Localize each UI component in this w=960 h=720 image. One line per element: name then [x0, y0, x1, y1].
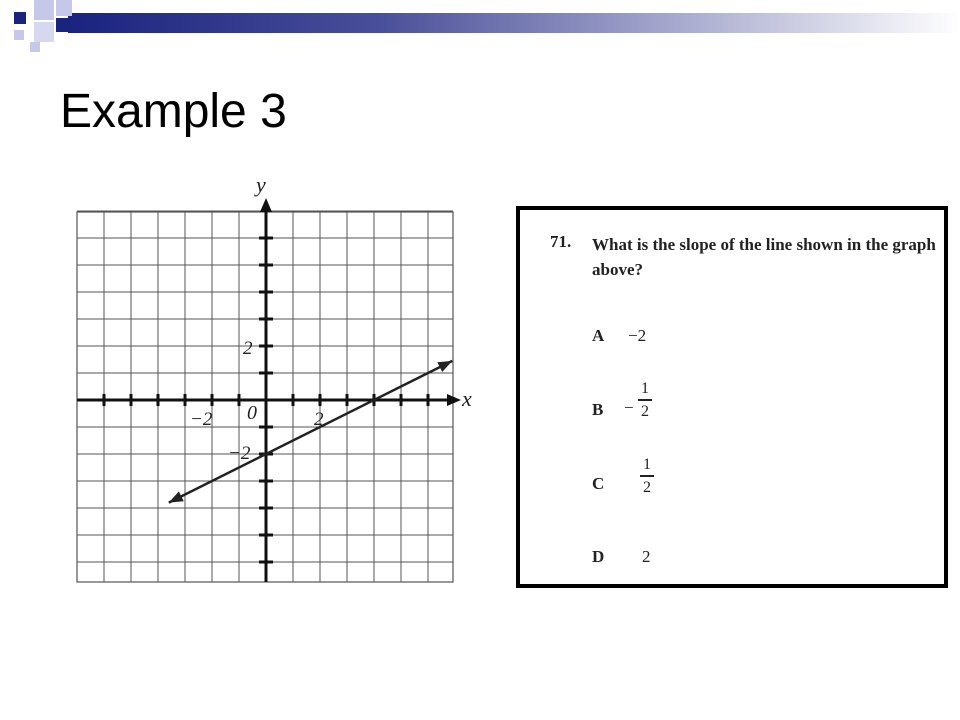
corner-square [34, 0, 54, 20]
option-b-sign: − [624, 398, 634, 417]
fraction-bar [638, 399, 652, 401]
top-accent-bar [68, 13, 960, 33]
corner-square [14, 12, 26, 24]
corner-square [56, 18, 70, 32]
fraction-denominator: 2 [643, 478, 651, 496]
corner-square [34, 22, 54, 42]
line-arrowhead [437, 361, 452, 372]
option-value-b [638, 380, 652, 421]
corner-square [30, 42, 40, 52]
axes [77, 198, 461, 582]
corner-square [56, 0, 72, 16]
slide-title: Example 3 [60, 85, 287, 138]
option-letter-b[interactable]: B [592, 400, 604, 419]
y-axis-arrow [260, 198, 272, 212]
y-tick-label-pos: 2 [243, 338, 253, 359]
x-tick-label-neg: −2 [190, 409, 213, 430]
slide-decoration [0, 0, 960, 60]
x-axis-label: x [462, 386, 472, 411]
question-stem: What is the slope of the line shown in the graph above? [592, 235, 936, 279]
fraction-bar [640, 475, 654, 477]
question-number: 71. [550, 232, 572, 251]
x-axis-arrow [447, 394, 461, 406]
line-arrowhead [169, 491, 184, 502]
fraction-denominator: 2 [641, 402, 649, 420]
coordinate-graph [70, 170, 470, 590]
y-tick-label-neg: −2 [228, 443, 251, 464]
origin-label: 0 [247, 402, 257, 424]
option-letter-d[interactable]: D [592, 547, 605, 566]
option-value-c [640, 456, 654, 497]
y-axis-label: y [256, 172, 266, 197]
option-letter-a[interactable]: A [592, 326, 605, 345]
option-value-a: −2 [628, 326, 647, 345]
corner-square [14, 30, 24, 40]
option-letter-c[interactable]: C [592, 474, 605, 493]
x-tick-label-pos: 2 [314, 409, 324, 430]
option-value-d: 2 [642, 547, 651, 566]
fraction-numerator: 1 [641, 380, 649, 397]
fraction-numerator: 1 [643, 456, 651, 473]
question-box [516, 206, 948, 588]
